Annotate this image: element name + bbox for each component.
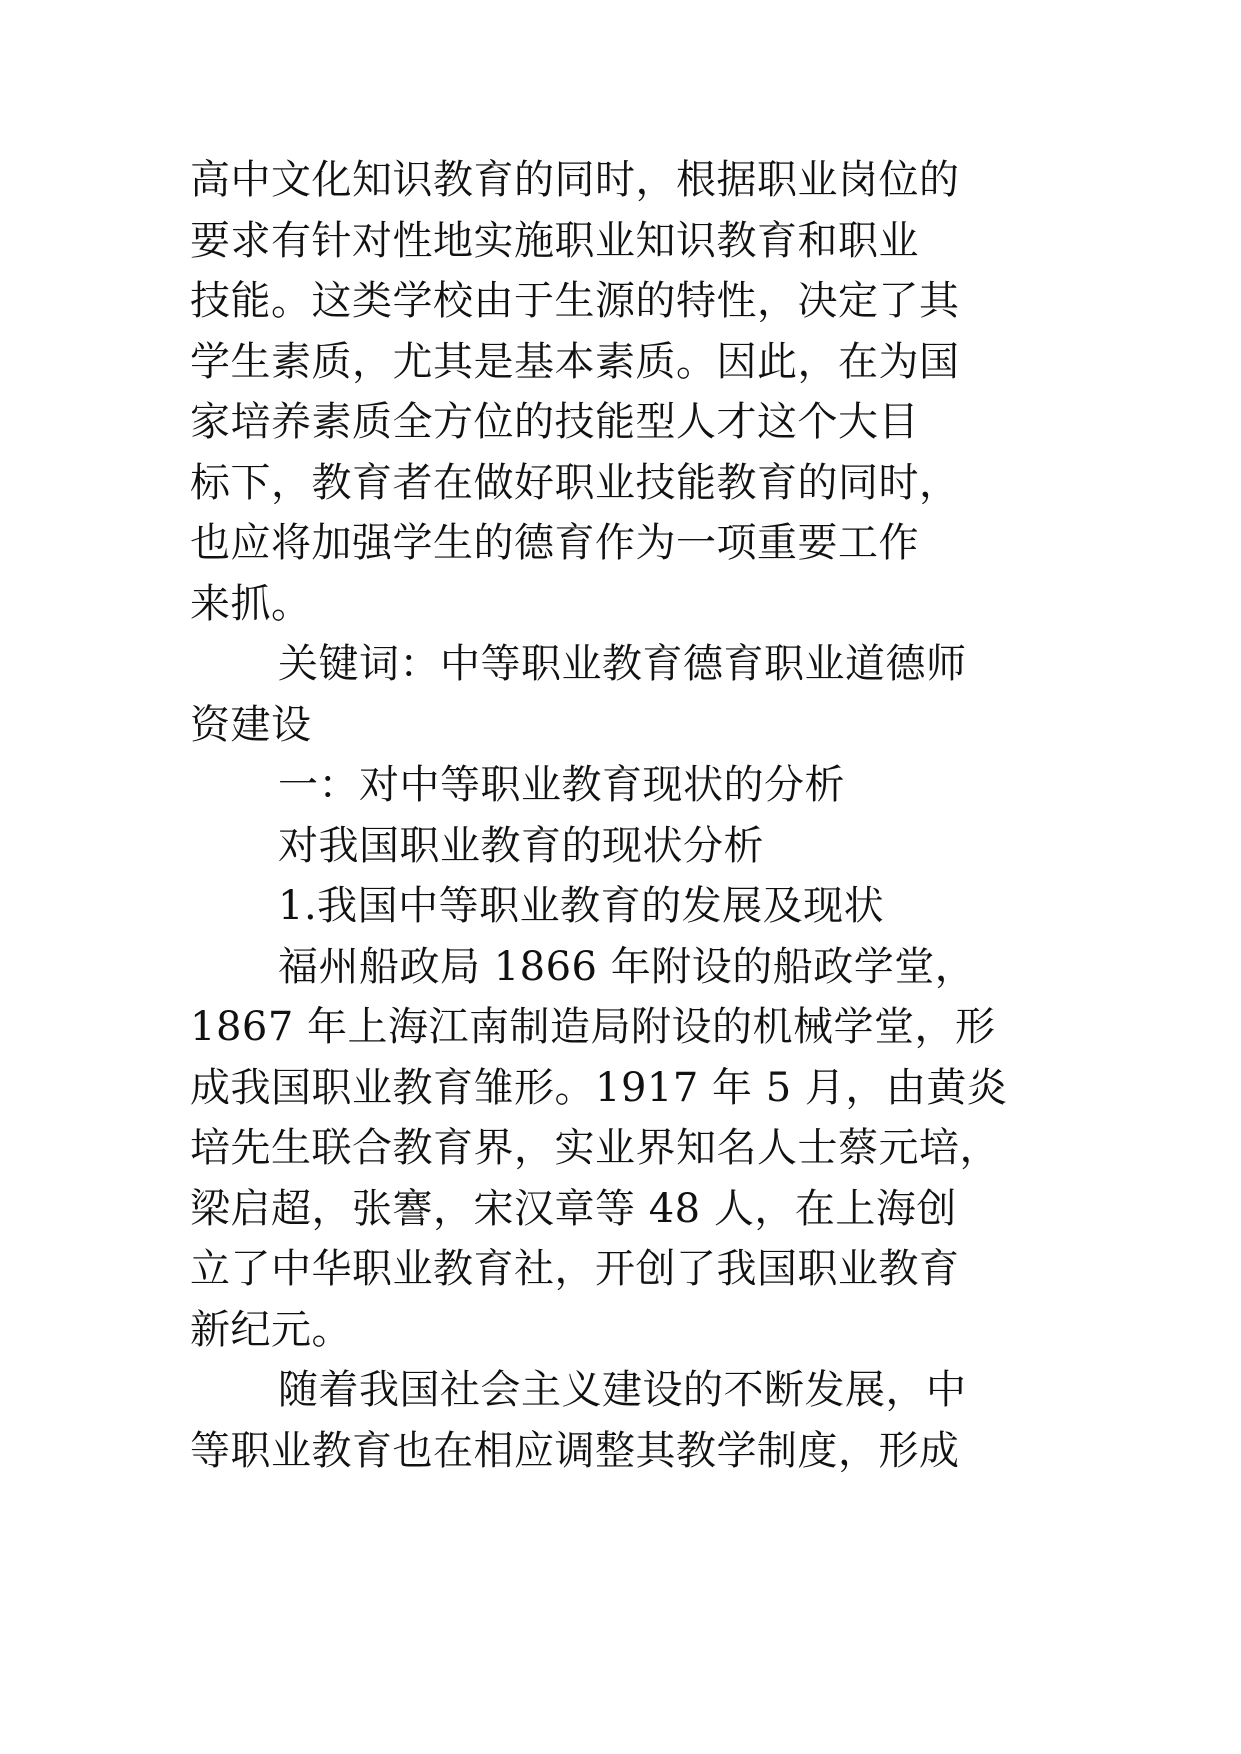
text-line: 随着我国社会主义建设的不断发展，中 xyxy=(278,1367,967,1413)
text-line: 立了中华职业教育社，开创了我国职业教育 xyxy=(190,1246,960,1292)
keywords-line: 关键词：中等职业教育德育职业道德师 xyxy=(278,641,967,687)
text-line: 资建设 xyxy=(190,701,312,748)
section-heading: 一：对中等职业教育现状的分析 xyxy=(278,762,845,808)
text-line: 来抓。 xyxy=(190,580,312,627)
text-line: 技能。这类学校由于生源的特性，决定了其 xyxy=(190,278,960,324)
text-line: 家培养素质全方位的技能型人才这个大目 xyxy=(190,399,919,445)
body-text xyxy=(190,150,1070,1481)
subsection-heading: 对我国职业教育的现状分析 xyxy=(278,822,764,869)
text-line: 培先生联合教育界，实业界知名人士蔡元培， xyxy=(190,1125,1000,1171)
text-line: 高中文化知识教育的同时，根据职业岗位的 xyxy=(190,157,960,203)
text-line: 要求有针对性地实施职业知识教育和职业 xyxy=(190,217,919,264)
text-line: 标下，教育者在做好职业技能教育的同时， xyxy=(190,459,960,506)
subsection-heading: 1.我国中等职业教育的发展及现状 xyxy=(278,883,885,929)
text-line: 学生素质，尤其是基本素质。因此，在为国 xyxy=(190,338,960,385)
text-line: 等职业教育也在相应调整其教学制度，形成 xyxy=(190,1427,960,1474)
text-line: 梁启超，张謇，宋汉章等 48 人，在上海创 xyxy=(190,1185,957,1232)
text-line: 福州船政局 1866 年附设的船政学堂， xyxy=(278,943,976,990)
text-line: 也应将加强学生的德育作为一项重要工作 xyxy=(190,520,919,566)
text-line: 新纪元。 xyxy=(190,1306,352,1353)
text-line: 成我国职业教育雏形。1917 年 5 月，由黄炎 xyxy=(190,1064,1008,1111)
text-line: 1867 年上海江南制造局附设的机械学堂，形 xyxy=(190,1004,996,1050)
